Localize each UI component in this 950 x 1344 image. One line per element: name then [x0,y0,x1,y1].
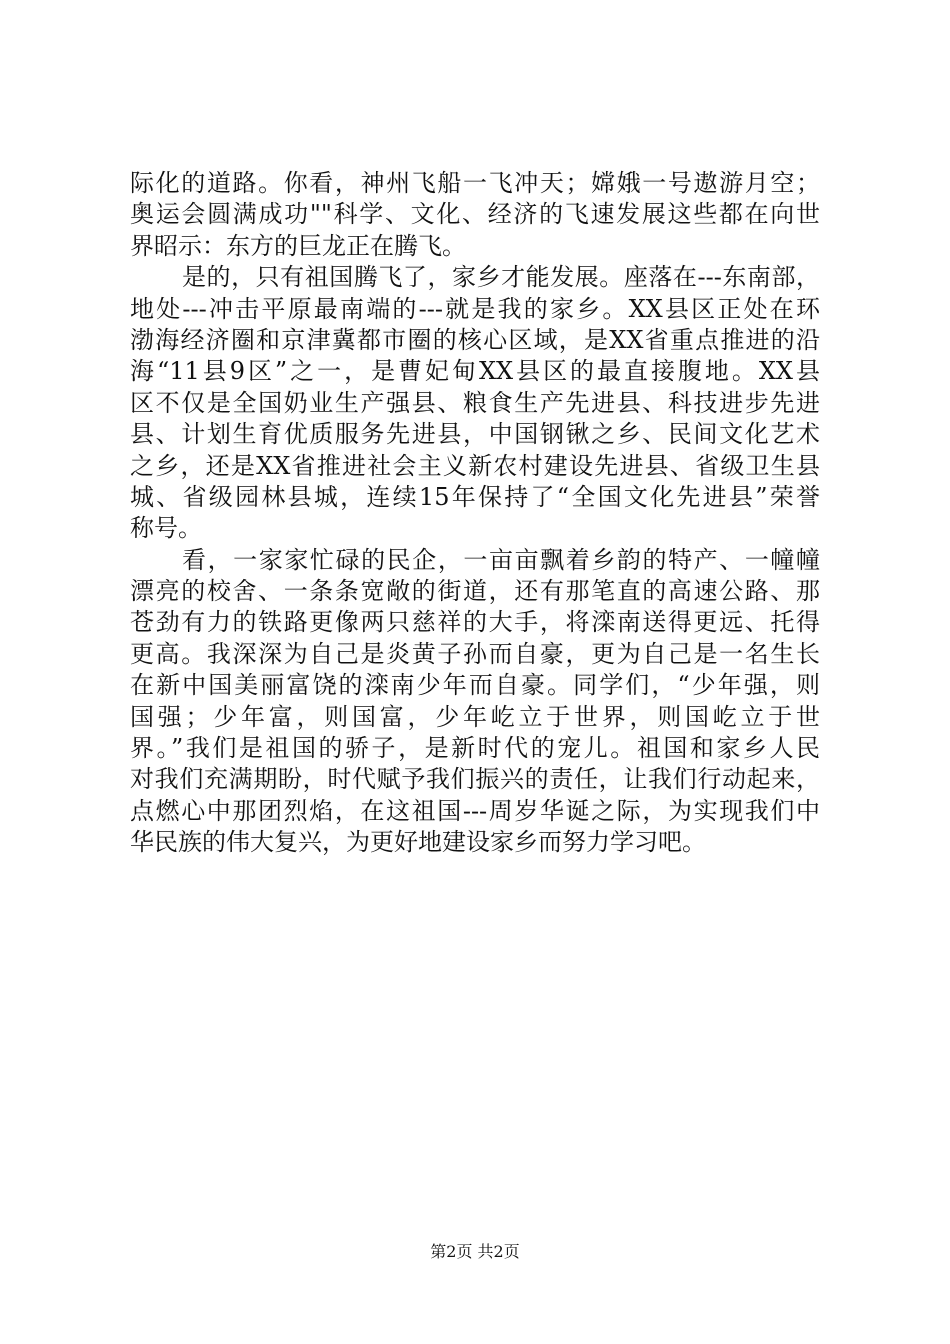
text-line: 对我们充满期盼，时代赋予我们振兴的责任，让我们行动起来， [130,765,820,794]
text-line: 渤海经济圈和京津冀都市圈的核心区域，是XX省重点推进的沿 [130,325,820,354]
text-line: 界昭示：东方的巨龙正在腾飞。 [130,231,466,260]
text-line: 看，一家家忙碌的民企，一亩亩飘着乡韵的特产、一幢幢 [182,545,820,574]
text-line: 城、省级园林县城，连续15年保持了“全国文化先进县”荣誉 [130,482,820,511]
text-line: 国强；少年富，则国富，少年屹立于世界，则国屹立于世 [130,702,820,731]
text-line: 界。”我们是祖国的骄子，是新时代的宠儿。祖国和家乡人民 [130,734,820,763]
text-line: 称号。 [130,514,202,543]
text-line: 苍劲有力的铁路更像两只慈祥的大手，将滦南送得更远、托得 [130,608,820,637]
page-number-label: 第2页 共2页 [430,1242,520,1261]
text-line: 海“11县9区”之一，是曹妃甸XX县区的最直接腹地。XX县 [130,357,820,386]
text-line: 漂亮的校舍、一条条宽敞的街道，还有那笔直的高速公路、那 [130,577,820,606]
paragraph-3 [130,545,820,859]
text-line: 华民族的伟大复兴，为更好地建设家乡而努力学习吧。 [130,828,706,857]
document-body [130,168,820,859]
text-line: 点燃心中那团烈焰，在这祖国---周岁华诞之际，为实现我们中 [130,796,820,825]
paragraph-2 [130,262,820,545]
paragraph-1 [130,168,820,262]
page-footer [0,1242,950,1262]
text-line: 地处---冲击平原最南端的---就是我的家乡。XX县区正处在环 [130,294,820,323]
text-line: 际化的道路。你看，神州飞船一飞冲天；嫦娥一号遨游月空； [130,169,820,197]
text-line: 奥运会圆满成功""科学、文化、经济的飞速发展这些都在向世 [130,200,820,229]
text-line: 之乡，还是XX省推进社会主义新农村建设先进县、省级卫生县 [130,451,820,480]
text-line: 更高。我深深为自己是炎黄子孙而自豪，更为自己是一名生长 [130,639,820,668]
text-line: 县、计划生育优质服务先进县，中国钢锹之乡、民间文化艺术 [130,420,820,449]
text-line: 在新中国美丽富饶的滦南少年而自豪。同学们，“少年强，则 [130,671,820,700]
text-line: 是的，只有祖国腾飞了，家乡才能发展。座落在---东南部， [182,263,820,292]
text-line: 区不仅是全国奶业生产强县、粮食生产先进县、科技进步先进 [130,388,820,417]
